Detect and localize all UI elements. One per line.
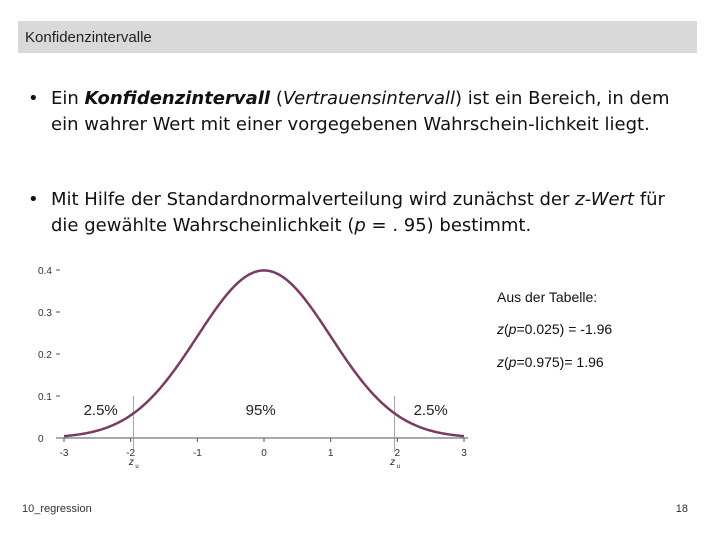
y-tick-label: 0.4 [38,266,52,277]
y-axis-ticks [38,266,60,445]
term-vertrauensintervall: Vertrauensintervall [282,88,455,109]
y-tick-label: 0.2 [38,350,52,361]
term-z-wert: z-Wert [575,189,635,210]
x-tick-label: 1 [327,448,334,459]
bullet-text: Mit Hilfe der Standardnormalverteilung wird zunächst der z-Wert für die gewählte Wahrscheinlichkeit (p = . 95) bestimmt. [51,189,665,236]
y-tick-label: 0.3 [38,308,52,319]
bullet-marker: • [28,88,39,109]
page-number: 18 [675,503,688,515]
cut-label-right: z [390,457,396,468]
x-tick-label: -1 [192,448,202,459]
bullet-marker: • [28,189,39,210]
x-tick-label: -2 [126,448,136,459]
x-tick-label: 3 [461,448,467,459]
bullet-text: Ein Konfidenzintervall (Vertrauensintervall) ist ein Bereich, in dem ein wahrer Wert mit einer vorgegebenen Wahrschein-lichkeit liegt. [51,88,670,135]
x-axis-ticks [60,438,468,459]
note-row-upper: z(p=0.975)= 1.96 [497,354,604,370]
x-tick-label: -3 [59,448,69,459]
annotation-left-tail: 2.5% [83,401,118,419]
note-row-lower: z(p=0.025) = -1.96 [497,321,613,337]
slide-title: Konfidenzintervalle [25,29,152,46]
annotation-right-tail: 2.5% [413,401,448,419]
x-tick-label: 0 [261,448,267,459]
y-tick-label: 0.1 [38,392,52,403]
cut-label-left: z [128,457,134,468]
y-tick-label: 0 [38,434,44,445]
cut-label-right-sub: u [396,464,401,470]
normal-distribution-chart [28,257,478,487]
note-heading: Aus der Tabelle: [497,289,598,305]
x-tick-label: 2 [394,448,401,459]
cut-label-left-sub: u [135,464,139,470]
annotation-center: 95% [245,401,276,419]
term-konfidenzintervall: Konfidenzintervall [84,88,271,109]
footer-source: 10_regression [22,503,92,515]
slide-header [18,21,697,53]
